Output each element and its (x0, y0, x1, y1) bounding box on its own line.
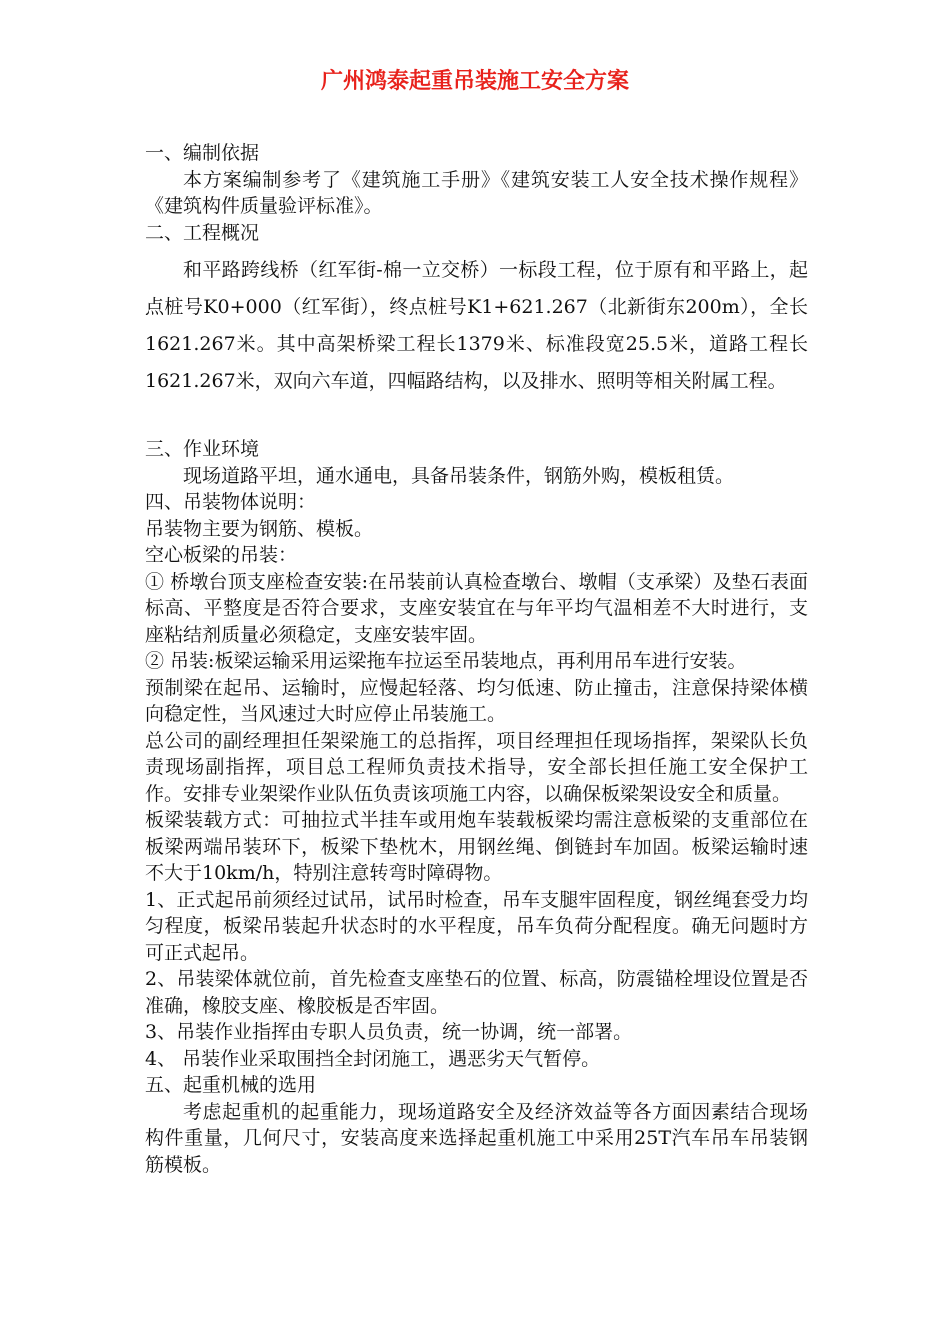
paragraph-loading: 板梁装载方式：可抽拉式半挂车或用炮车装载板梁均需注意板梁的支重部位在板梁两端吊装环下，板梁下垫枕木，用钢丝绳、倒链封车加固。板梁运输时速不大于10km/h，特别注意转弯时障碍物。 (145, 809, 808, 884)
list-item-1: 1、正式起吊前须经过试吊，试吊时检查，吊车支腿牢固程度，钢丝绳套受力均匀程度，板梁吊装起升状态时的水平程度，吊车负荷分配程度。确无问题时方可正式起吊。 (145, 888, 808, 964)
spacer (145, 404, 808, 436)
list-item-2: 2、吊装梁体就位前，首先检查支座垫石的位置、标高，防震锚栓埋设位置是否准确，橡胶支座、橡胶板是否牢固。 (145, 968, 808, 1017)
section-heading-crane: 五、起重机械的选用 (145, 1074, 317, 1096)
subheading-hollow-slab: 空心板梁的吊装： (145, 544, 298, 566)
paragraph-overview: 和平路跨线桥（红军街-棉一立交桥）一标段工程，位于原有和平路上，起点桩号K0+000（红军街），终点桩号K1+621.267（北新街东200m），全长1621.267米。其中高架桥梁工程长1379米、标准段宽25.5米，道路工程长1621.267米，双向六车道，四幅路结构，以及排水、照明等相关附属工程。 (145, 259, 808, 392)
paragraph-bearing-check: ① 桥墩台顶支座检查安装:在吊装前认真检查墩台、墩帽（支承梁）及垫石表面标高、平整度是否符合要求，支座安装宜在与年平均气温相差不大时进行，支座粘结剂质量必须稳定，支座安装牢固。 (145, 570, 808, 646)
section-heading-environment: 三、作业环境 (145, 438, 260, 460)
paragraph-precast-beam: 预制梁在起吊、运输时，应慢起轻落、均匀低速、防止撞击，注意保持梁体横向稳定性，当风速过大时应停止吊装施工。 (145, 676, 808, 725)
list-item-3: 3、吊装作业指挥由专职人员负责，统一协调，统一部署。 (145, 1021, 633, 1043)
paragraph-crane: 考虑起重机的起重能力，现场道路安全及经济效益等各方面因素结合现场构件重量，几何尺寸，安装高度来选择起重机施工中采用25T汽车吊车吊装钢筋模板。 (145, 1100, 808, 1176)
document-title: 广州鸿泰起重吊装施工安全方案 (320, 69, 629, 94)
paragraph-objects: 吊装物主要为钢筋、模板。 (145, 517, 374, 540)
paragraph-environment: 现场道路平坦，通水通电，具备吊装条件，钢筋外购，模板租赁。 (183, 464, 735, 487)
section-heading-overview: 二、工程概况 (145, 221, 260, 244)
paragraph-basis: 本方案编制参考了《建筑施工手册》《建筑安装工人安全技术操作规程》《建筑构件质量验评标准》。 (145, 168, 808, 217)
paragraph-hoisting: ② 吊装:板梁运输采用运梁拖车拉运至吊装地点，再利用吊车进行安装。 (145, 650, 747, 672)
section-heading-basis: 一、编制依据 (145, 142, 260, 164)
document-body (145, 140, 808, 1178)
list-item-4: 4、 吊装作业采取围挡全封闭施工，遇恶劣天气暂停。 (145, 1047, 601, 1070)
paragraph-command: 总公司的副经理担任架梁施工的总指挥，项目经理担任现场指挥，架梁队长负责现场副指挥，项目总工程师负责技术指导，安全部长担任施工安全保护工作。安排专业架梁作业队伍负责该项施工内容，以确保板梁架设安全和质量。 (145, 729, 808, 805)
section-heading-objects: 四、吊装物体说明： (145, 491, 317, 513)
